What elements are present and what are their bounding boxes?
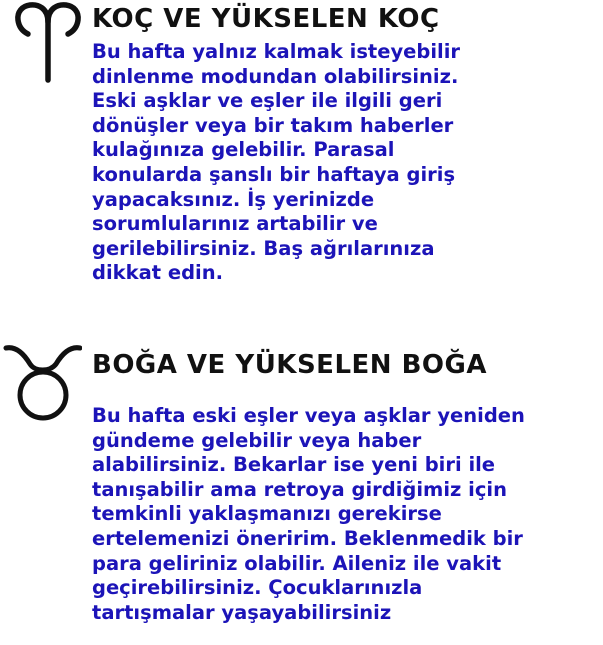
horoscope-paragraph: [92, 40, 460, 286]
taurus-section: [0, 330, 603, 645]
text-line: dönüşler veya bir takım haberler: [92, 113, 454, 137]
taurus-icon: [2, 340, 82, 424]
aries-icon: [14, 0, 82, 84]
section-title: KOÇ VE YÜKSELEN KOÇ: [92, 4, 440, 34]
text-line: geçirebilirsiniz. Çocuklarınızla: [92, 576, 423, 600]
text-line: gündeme gelebilir veya haber: [92, 428, 422, 452]
text-line: para geliriniz olabilir. Aileniz ile vakit: [92, 551, 502, 575]
text-line: alabilirsiniz. Bekarlar ise yeni biri ile: [92, 453, 496, 477]
text-line: sorumlularınız artabilir ve: [92, 212, 378, 236]
text-line: dikkat edin.: [92, 261, 224, 285]
text-line: temkinli yaklaşmanızı gerekirse: [92, 502, 442, 526]
text-line: tanışabilir ama retroya girdiğimiz için: [92, 477, 507, 501]
text-line: tartışmalar yaşayabilirsiniz: [92, 600, 392, 624]
text-line: konularda şanslı bir haftaya giriş: [92, 162, 456, 186]
text-line: kulağınıza gelebilir. Parasal: [92, 138, 395, 162]
text-line: ertelemenizi öneririm. Beklenmedik bir: [92, 526, 523, 550]
text-line: gerilebilirsiniz. Baş ağrılarınıza: [92, 236, 435, 260]
text-line: dinlenme modundan olabilirsiniz.: [92, 64, 459, 88]
text-line: Eski aşklar ve eşler ile ilgili geri: [92, 89, 443, 113]
horoscope-paragraph: [92, 404, 525, 625]
section-title: BOĞA VE YÜKSELEN BOĞA: [92, 350, 487, 380]
text-line: Bu hafta eski eşler veya aşklar yeniden: [92, 404, 525, 427]
aries-section: [0, 0, 603, 320]
text-line: yapacaksınız. İş yerinizde: [92, 187, 375, 211]
text-line: Bu hafta yalnız kalmak isteyebilir: [92, 40, 461, 63]
